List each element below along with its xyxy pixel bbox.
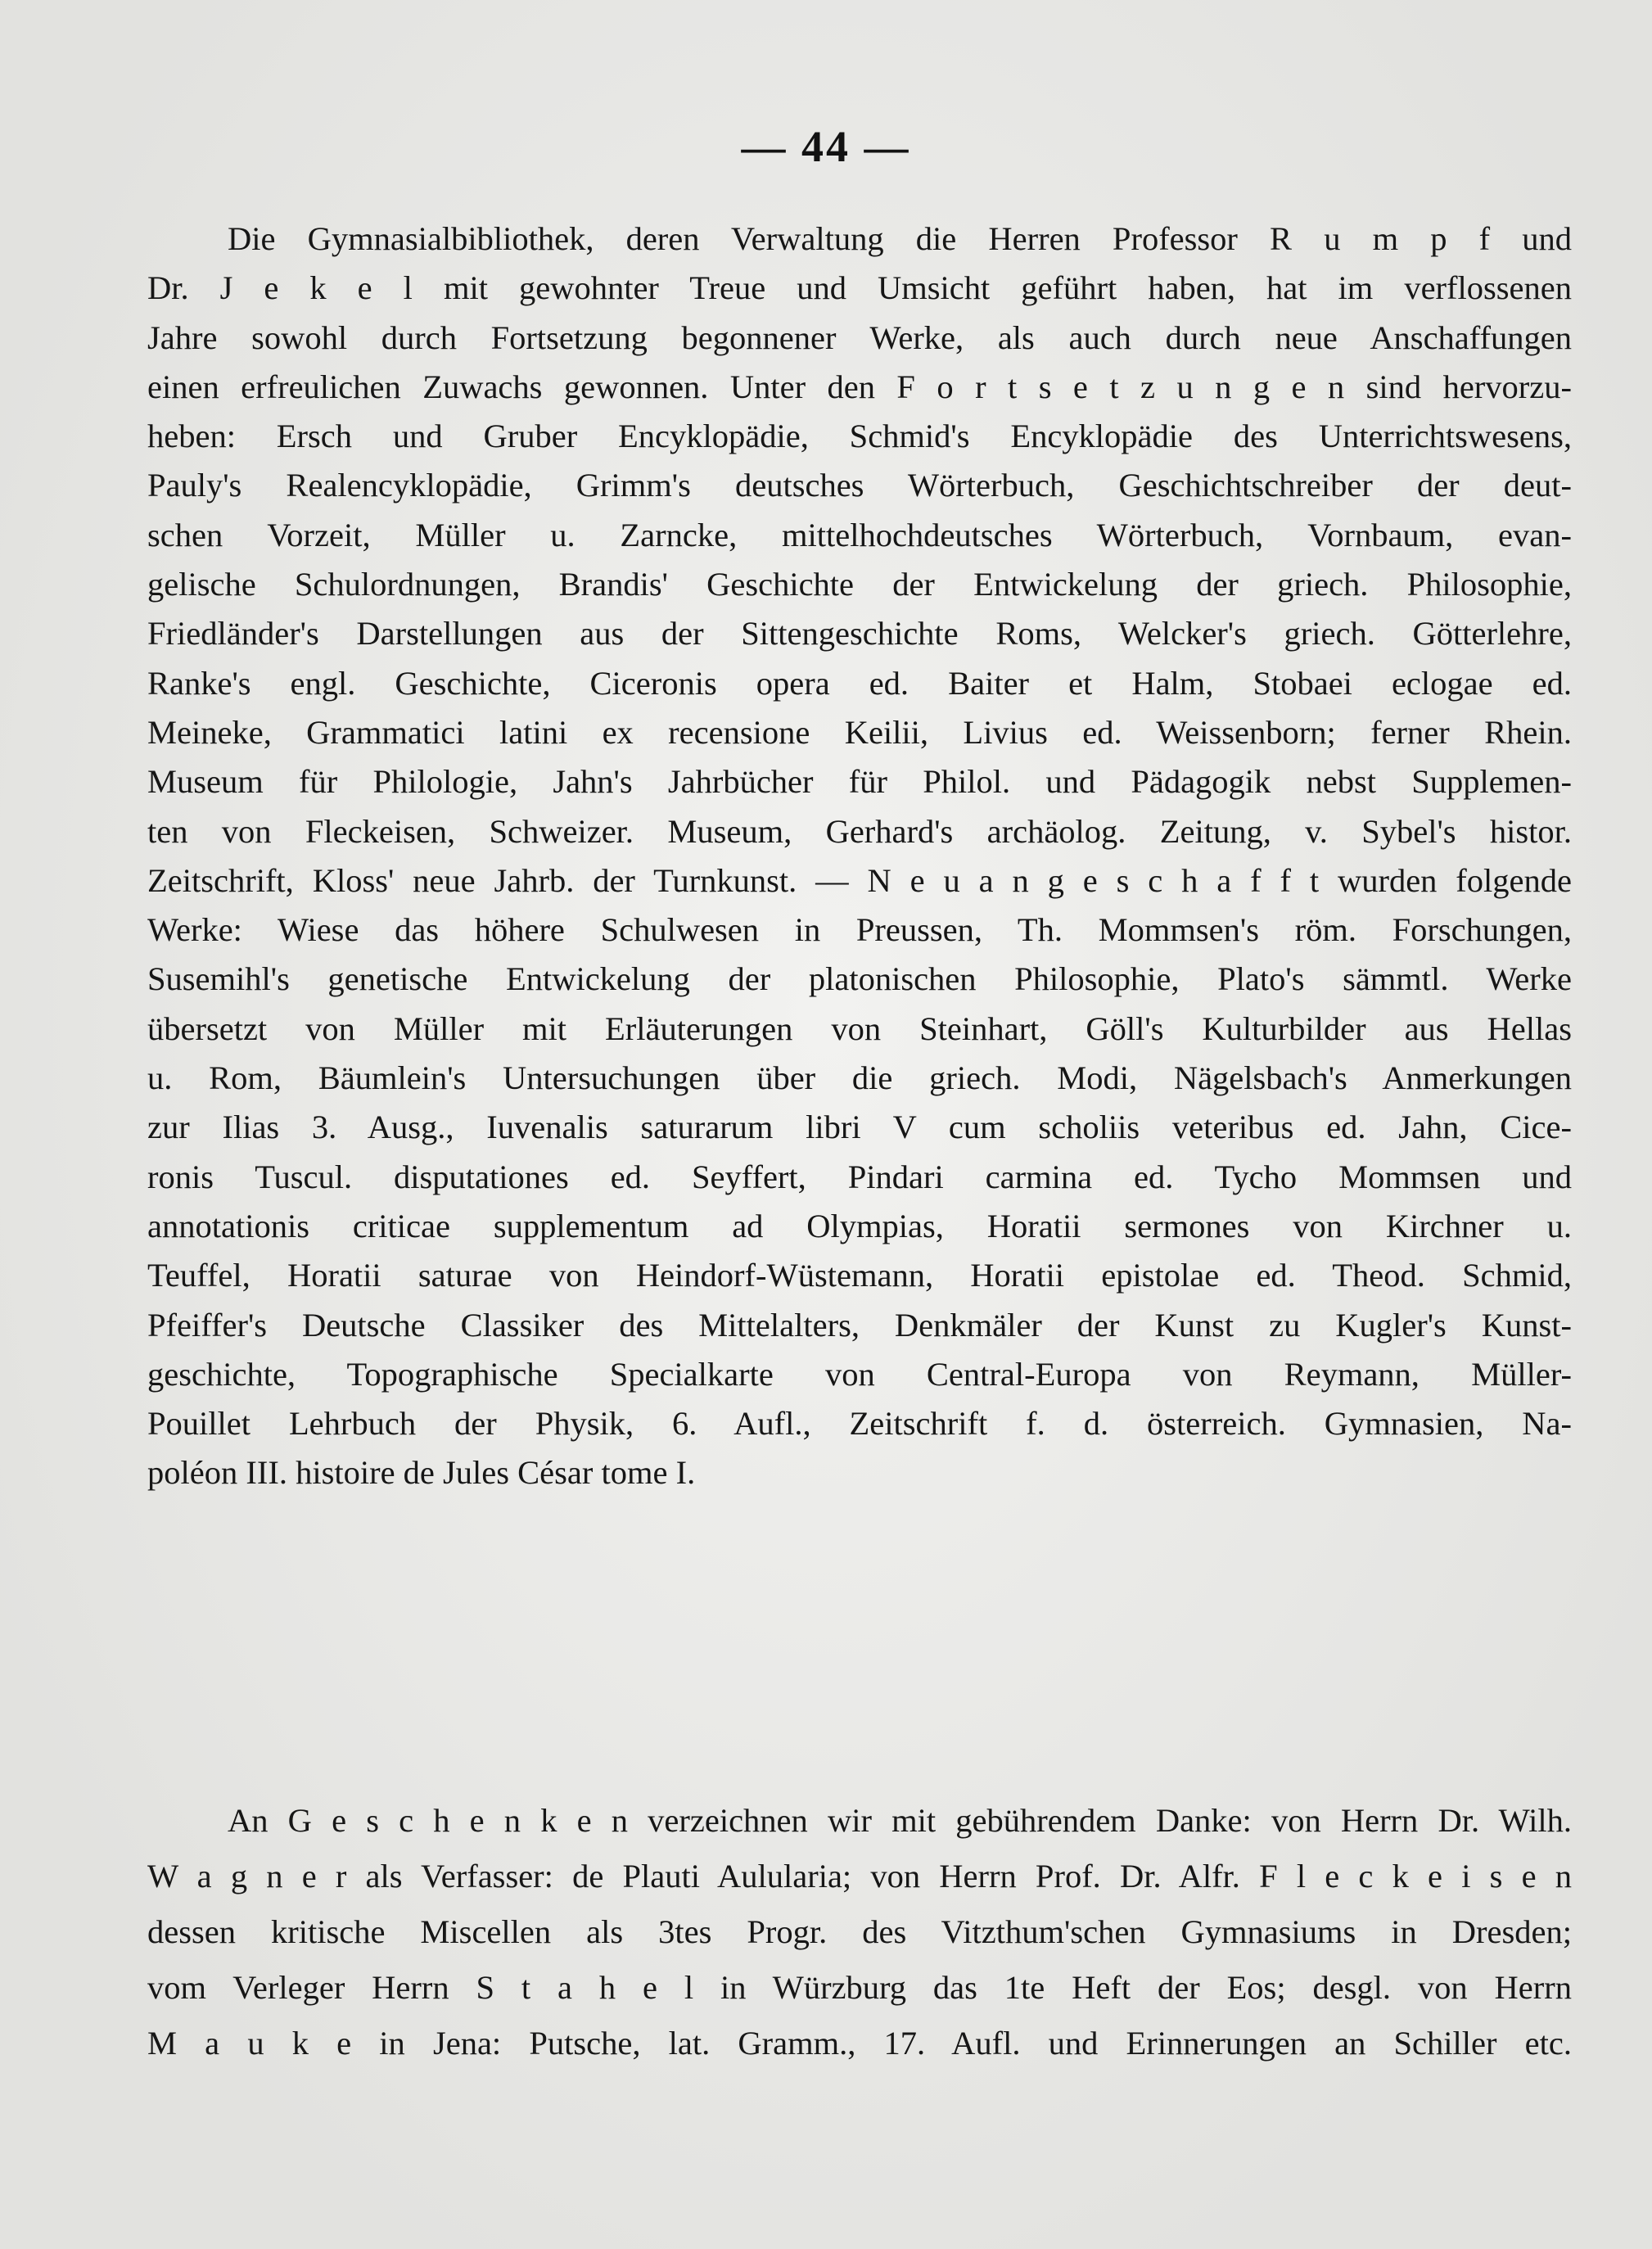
text-line: ronis Tuscul. disputationes ed. Seyffert, Pindari carmina ed. Tycho Mommsen und	[147, 1158, 1572, 1195]
text-line: Meineke, Grammatici latini ex recensione Keilii, Livius ed. Weissenborn; ferner Rhein.	[147, 713, 1572, 751]
text-line: Friedländer's Darstellungen aus der Sittengeschichte Roms, Welcker's griech. Götterlehre,	[147, 615, 1572, 653]
text-line: Die Gymnasialbibliothek, deren Verwaltung die Herren Professor R u m p f und	[228, 220, 1572, 257]
text-line: gelische Schulordnungen, Brandis' Geschichte der Entwickelung der griech. Philosophie,	[147, 566, 1572, 603]
text-line: ten von Fleckeisen, Schweizer. Museum, Gerhard's archäolog. Zeitung, v. Sybel's histor.	[147, 812, 1572, 850]
text-line: Museum für Philologie, Jahn's Jahrbücher für Philol. und Pädagogik nebst Supplemen-	[147, 763, 1572, 801]
text-line: Ranke's engl. Geschichte, Ciceronis opera ed. Baiter et Halm, Stobaei eclogae ed.	[147, 664, 1572, 702]
text-line: einen erfreulichen Zuwachs gewonnen. Unter den F o r t s e t z u n g e n sind hervorzu-	[147, 368, 1572, 405]
text-line: heben: Ersch und Gruber Encyklopädie, Schmid's Encyklopädie des Unterrichtswesens,	[147, 418, 1572, 455]
text-line: Pouillet Lehrbuch der Physik, 6. Aufl., Zeitschrift f. d. österreich. Gymnasien, Na-	[147, 1405, 1572, 1443]
text-line: Susemihl's genetische Entwickelung der platonischen Philosophie, Plato's sämmtl. Werke	[147, 960, 1572, 998]
text-line: Dr. J e k e l mit gewohnter Treue und Umsicht geführt haben, hat im verflossenen	[147, 269, 1572, 307]
text-line: W a g n e r als Verfasser: de Plauti Aulularia; von Herrn Prof. Dr. Alfr. F l e c k e i s e n	[147, 1858, 1572, 1894]
text-line: poléon III. histoire de Jules César tome I.	[147, 1454, 696, 1492]
text-line: Teuffel, Horatii saturae von Heindorf-Wüstemann, Horatii epistolae ed. Theod. Schmid,	[147, 1257, 1572, 1294]
text-line: Pfeiffer's Deutsche Classiker des Mittelalters, Denkmäler der Kunst zu Kugler's Kunst-	[147, 1306, 1572, 1344]
text-line: Werke: Wiese das höhere Schulwesen in Preussen, Th. Mommsen's röm. Forschungen,	[147, 911, 1572, 949]
text-line: dessen kritische Miscellen als 3tes Progr. des Vitzthum'schen Gymnasiums in Dresden;	[147, 1913, 1572, 1950]
paragraph-library-report	[147, 215, 1572, 1498]
text-line: vom Verleger Herrn S t a h e l in Würzburg das 1te Heft der Eos; desgl. von Herrn	[147, 1969, 1572, 2006]
paragraph-donations	[147, 1793, 1572, 2071]
text-line: Pauly's Realencyklopädie, Grimm's deutsches Wörterbuch, Geschichtschreiber der deut-	[147, 467, 1572, 504]
text-line: An G e s c h e n k e n verzeichnen wir mit gebührendem Danke: von Herrn Dr. Wilh.	[228, 1802, 1572, 1839]
text-line: geschichte, Topographische Specialkarte von Central-Europa von Reymann, Müller-	[147, 1355, 1572, 1393]
text-line: schen Vorzeit, Müller u. Zarncke, mittelhochdeutsches Wörterbuch, Vornbaum, evan-	[147, 516, 1572, 553]
text-line: M a u k e in Jena: Putsche, lat. Gramm., 17. Aufl. und Erinnerungen an Schiller etc.	[147, 2025, 1572, 2062]
text-line: übersetzt von Müller mit Erläuterungen von Steinhart, Göll's Kulturbilder aus Hellas	[147, 1009, 1572, 1047]
page-number: — 44 —	[741, 122, 911, 171]
text-line: Jahre sowohl durch Fortsetzung begonnener Werke, als auch durch neue Anschaffungen	[147, 318, 1572, 356]
text-line: u. Rom, Bäumlein's Untersuchungen über die griech. Modi, Nägelsbach's Anmerkungen	[147, 1059, 1572, 1097]
text-line: annotationis criticae supplementum ad Olympias, Horatii sermones von Kirchner u.	[147, 1207, 1572, 1244]
text-line: zur Ilias 3. Ausg., Iuvenalis saturarum libri V cum scholiis veteribus ed. Jahn, Cice-	[147, 1109, 1572, 1146]
text-line: Zeitschrift, Kloss' neue Jahrb. der Turnkunst. — N e u a n g e s c h a f f t wurden folgende	[147, 861, 1572, 899]
